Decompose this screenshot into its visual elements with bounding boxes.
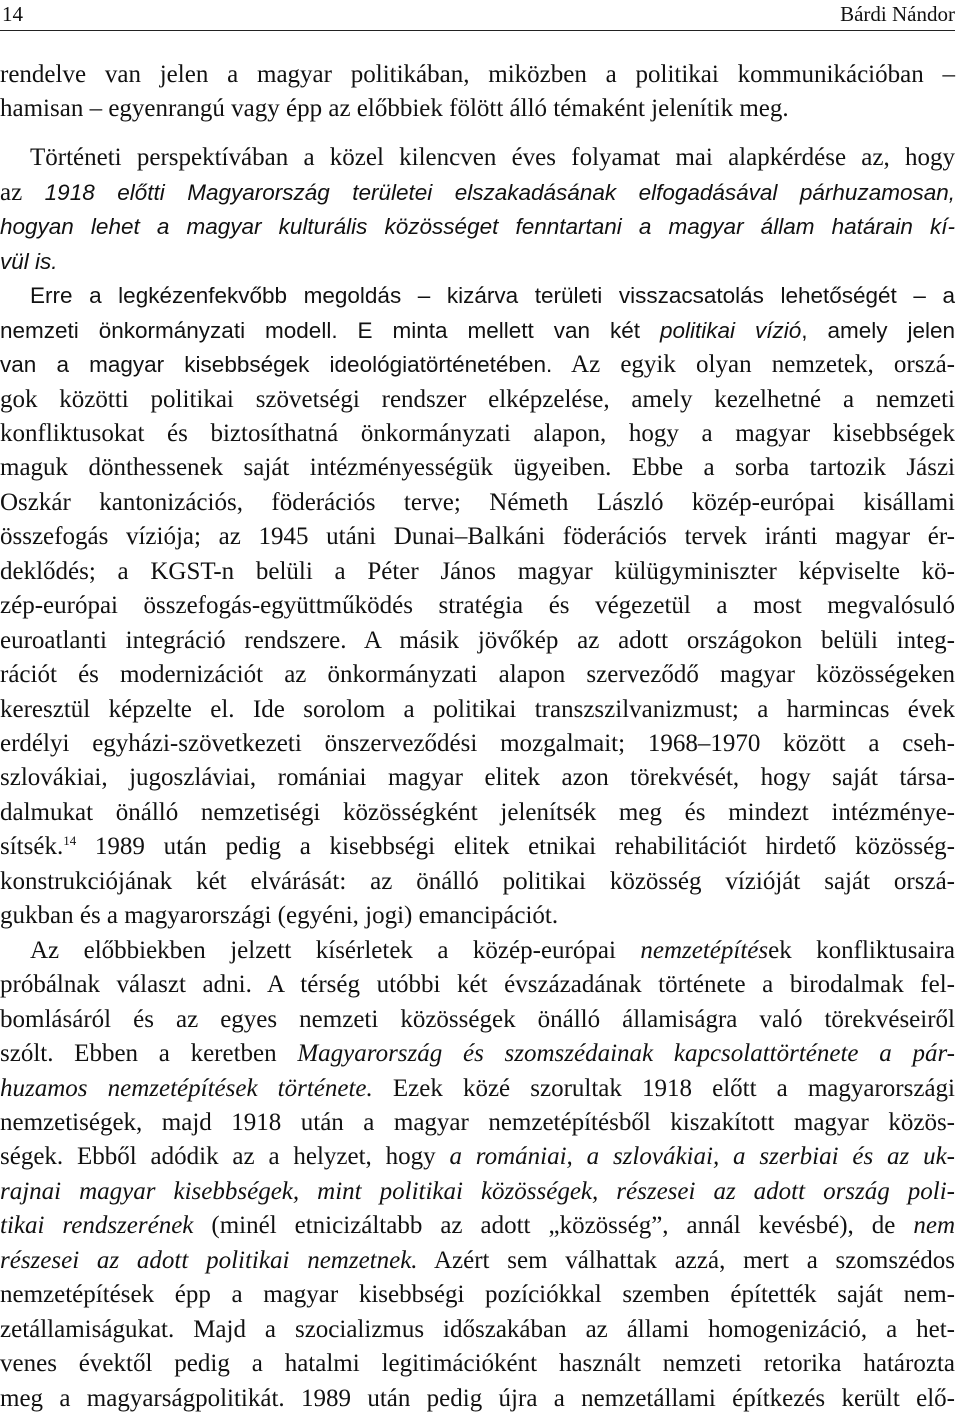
text-line [0, 314, 955, 349]
text-line: zetállamiságukat. Majd a szocializmus időszakában az állami homogenizáció, a het- [0, 1316, 955, 1343]
emphasized-text-line: hogyan lehet a magyar kulturális közösséget fenntartani a magyar állam határain kí- [0, 214, 955, 239]
text-span: keresztül képzelte el. [0, 696, 235, 723]
text-line: rációt és modernizációt az önkormányzati alapon szerveződő magyar közösségeken [0, 661, 955, 688]
text-span: szólt. Ebben a keretben [0, 1040, 298, 1067]
emphasized-text: politikai vízió [659, 318, 802, 343]
text-line: erdélyi egyházi-szövetkezeti önszerveződési mozgalmait; 1968–1970 között a cseh- [0, 730, 955, 757]
text-line: nemzetépítések épp a magyar kisebbségi pozíciókkal szemben építették saját nem- [0, 1281, 955, 1308]
text-line: gukban és a magyarországi (egyéni, jogi) emancipációt. [0, 902, 559, 929]
emphasized-text: nem [913, 1212, 955, 1239]
text-line: Erre a legkézenfekvőbb megoldás – kizárva területi visszacsatolás lehetőségét – a [30, 283, 955, 308]
page-number: 14 [2, 2, 23, 26]
emphasized-text: Magyarország és szomszédainak kapcsolattörténete a pár- [297, 1040, 955, 1067]
text-line [0, 1244, 955, 1279]
emphasized-text: a romániai, a szlovákiai, a szerbiai és az uk- [449, 1143, 955, 1170]
text-line: rendelve van jelen a magyar politikában, miközben a politikai kommunikációban – [0, 61, 955, 88]
text-line: konstrukciójának két elvárását: az önálló politikai közösség vízióját saját orszá- [0, 868, 955, 895]
text-span: Ide sorolom a politikai transzszilvanizmust; a harmincas évek [234, 696, 955, 723]
running-head-author: Bárdi Nándor [840, 2, 955, 26]
text-span: (minél etnicizáltabb az adott „közösség”, annál kevésbé), de [193, 1212, 914, 1239]
text-line [0, 176, 955, 211]
text-line: konfliktusokat és biztosíthatná önkormányzati alapon, hogy a magyar kisebbségek [0, 420, 955, 447]
text-line [0, 693, 955, 728]
emphasized-text-line: vül is. [0, 249, 58, 274]
text-line: dalmukat önálló nemzetiségi közösségként jelenítsék meg és mindezt intézménye- [0, 799, 955, 826]
text-line: szlovákiai, jugoszláviai, romániai magyar elitek azon törekvését, hogy saját társa- [0, 764, 955, 791]
text-span: nemzeti önkormányzati modell. E minta mellett van két [0, 318, 660, 343]
emphasized-text: 1918 előtti Magyarország területei elszakadásának elfogadásával párhuzamosan, [44, 180, 955, 205]
text-line [0, 830, 955, 865]
text-line: Oszkár kantonizációs, föderációs terve; Németh László közép-európai kisállami [0, 489, 955, 516]
text-span: euroatlanti integráció rendszere. [0, 627, 347, 654]
text-span: Ebbe a sorba tartozik Jászi [611, 454, 955, 481]
text-span: van a magyar kisebbségek ideológiatörténetében. [0, 352, 553, 377]
text-span: , amely jelen [801, 318, 955, 343]
text-span: Az előbbiekben jelzett kísérletek a közép-európai [30, 937, 641, 964]
text-span: Ezek közé szorultak 1918 előtt a magyarországi [372, 1075, 955, 1102]
text-line: összefogás víziója; az 1945 utáni Dunai–Balkáni föderációs tervek iránti magyar ér- [0, 523, 955, 550]
emphasized-text: részesei az adott politikai nemzetnek. [0, 1247, 418, 1274]
emphasized-text: tikai rendszerének [0, 1212, 194, 1239]
text-span: A másik jövőkép az adott országokon belüli integ- [346, 627, 955, 654]
text-line [0, 348, 955, 383]
text-span: ek konfliktusaira [768, 937, 955, 964]
text-line: hamisan – egyenrangú vagy épp az előbbiek fölött álló témaként jelenítik meg. [0, 95, 789, 122]
text-line [0, 451, 955, 486]
text-line: deklődés; a KGST-n belüli a Péter János magyar külügyminiszter képviselte kö- [0, 558, 955, 585]
text-span: Azért sem válhattak azzá, mert a szomszédos [417, 1247, 955, 1274]
text-line: Történeti perspektívában a közel kilencven éves folyamat mai alapkérdése az, hogy [30, 144, 955, 171]
text-line [0, 624, 955, 659]
text-line [0, 1037, 955, 1072]
text-line: zép-európai összefogás-együttműködés stratégia és végezetül a most megvalósuló [0, 592, 955, 619]
text-span: 1989 után pedig a kisebbségi elitek etnikai rehabilitációt hirdető közösség- [76, 833, 955, 860]
text-line: nemzetiségek, majd 1918 után a magyar nemzetépítésből kiszakított magyar közös- [0, 1109, 955, 1136]
text-line [0, 934, 955, 969]
text-span: az [0, 179, 45, 206]
emphasized-text: huzamos nemzetépítések története. [0, 1075, 373, 1102]
text-line: gok közötti politikai szövetségi rendszer elképzelése, amely kezelhetné a nemzeti [0, 386, 955, 413]
running-header [0, 0, 955, 31]
text-span: Az egyik olyan nemzetek, orszá- [552, 351, 955, 378]
emphasized-text-line: rajnai magyar kisebbségek, mint politikai közösségek, részesei az adott ország poli- [0, 1178, 955, 1205]
text-line: venes évektől pedig a hatalmi legitimációként használt nemzeti retorika határozta [0, 1350, 955, 1377]
text-line-overflow: meg a magyarságpolitikát. 1989 után pedig újra a nemzetállami építkezés került elő- [0, 1385, 955, 1412]
text-line: próbálnak választ adni. A térség utóbbi két évszázadának története a birodalmak fel- [0, 971, 955, 998]
emphasized-text: nemzetépítés [640, 937, 769, 964]
text-line [0, 1072, 955, 1107]
footnote-reference: 14 [63, 833, 77, 848]
text-span: ségek. Ebből adódik az a helyzet, hogy [0, 1143, 450, 1170]
text-span: sítsék. [0, 833, 64, 860]
text-span: maguk dönthessenek saját intézményességük ügyeiben. [0, 454, 612, 481]
text-line: bomlásáról és az egyes nemzeti közösségek önálló államiságra való törekvéseiről [0, 1006, 955, 1033]
text-line [0, 1209, 955, 1244]
text-line [0, 1140, 955, 1175]
